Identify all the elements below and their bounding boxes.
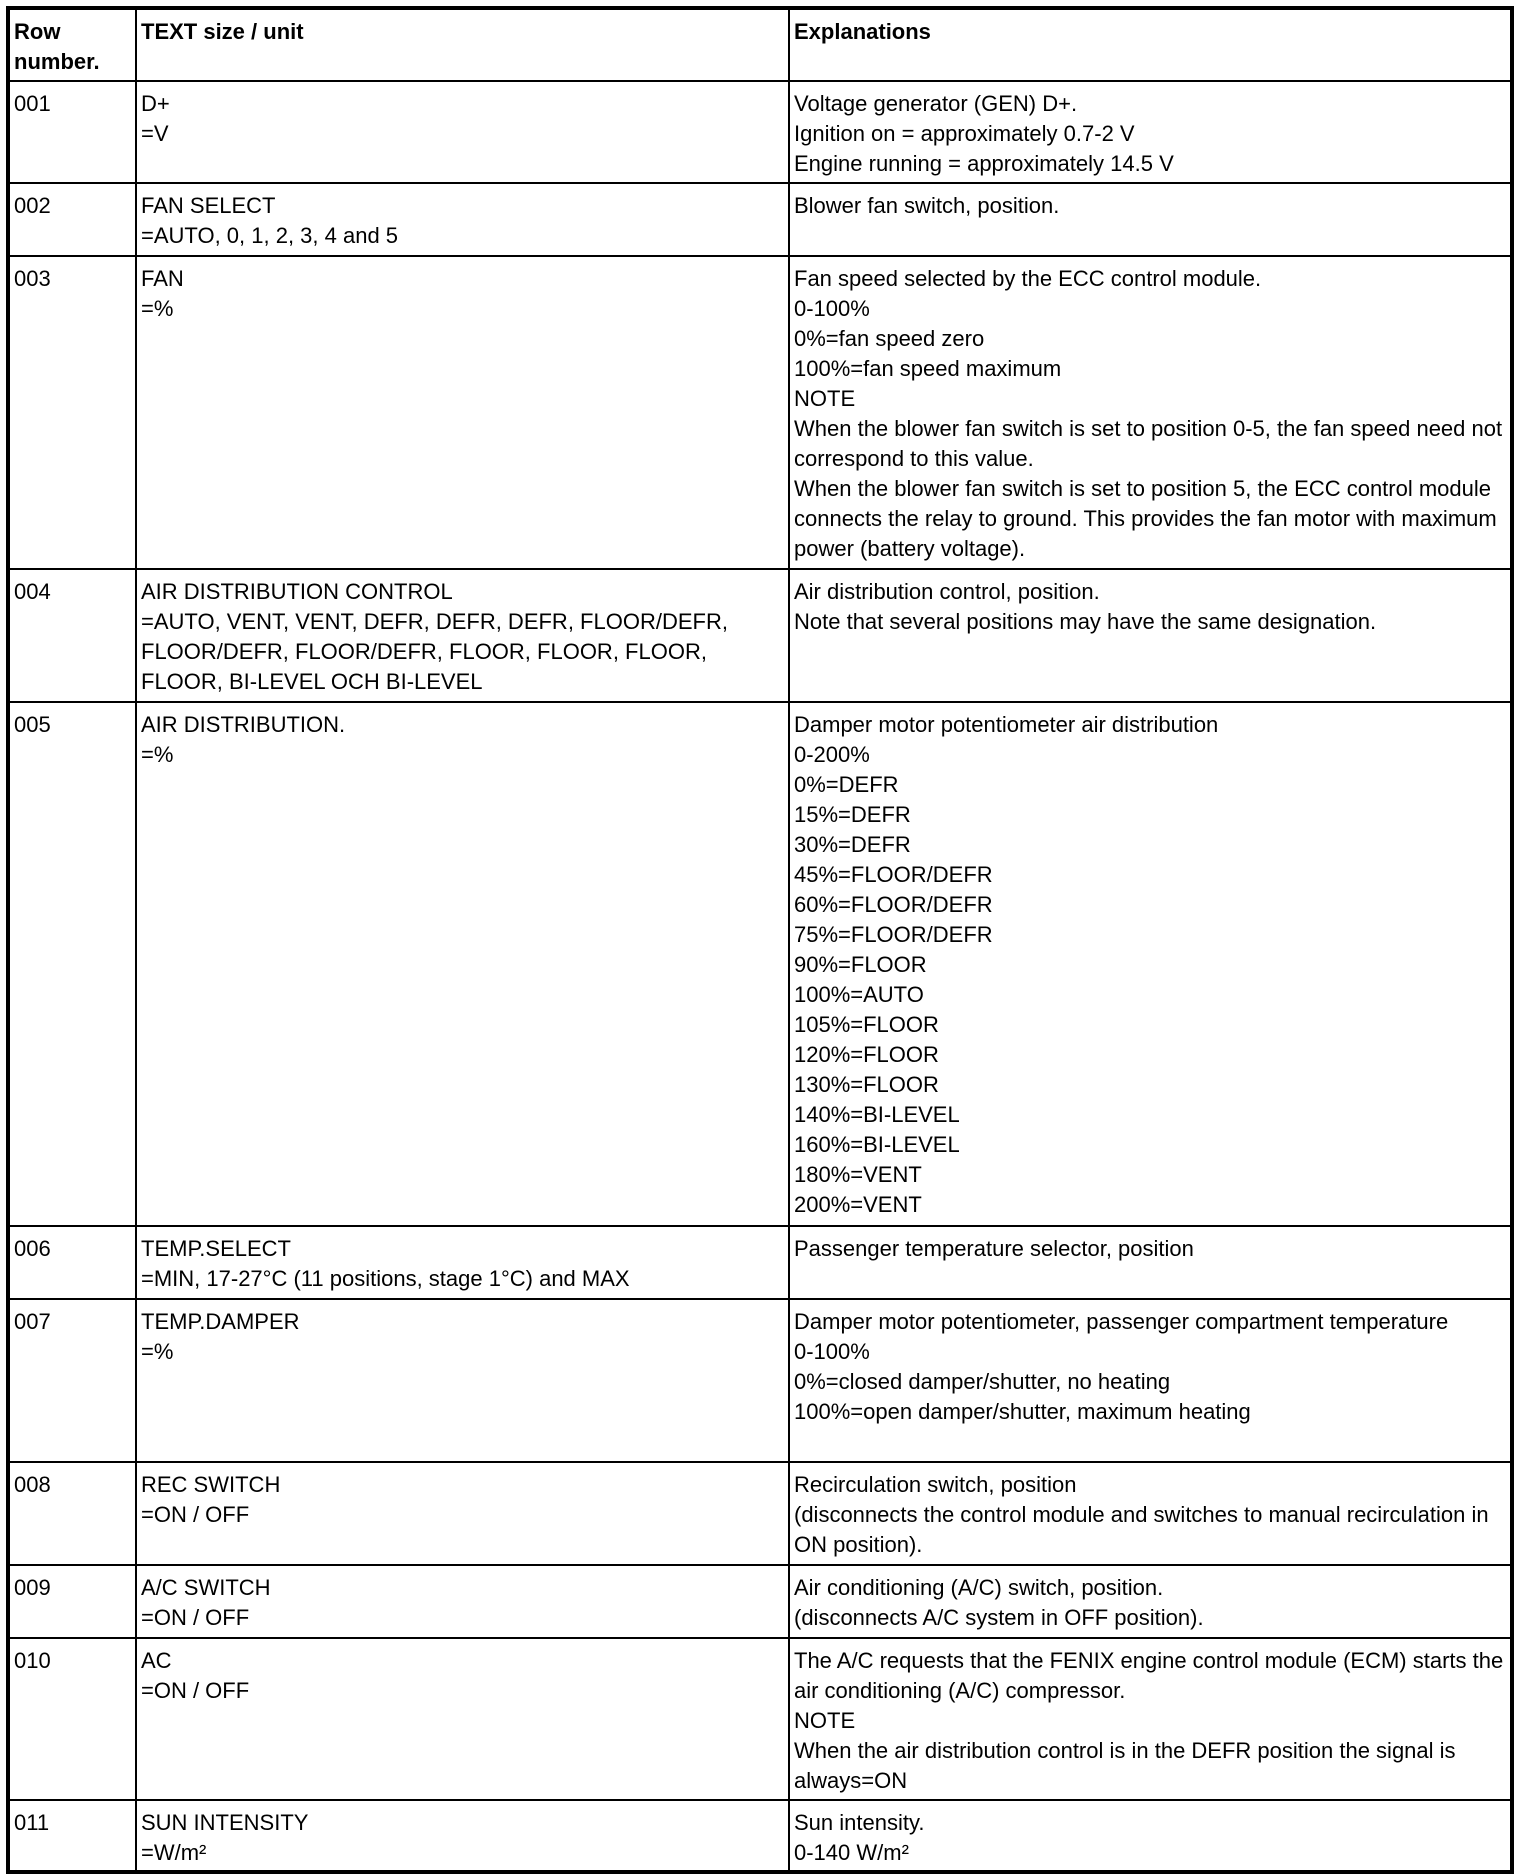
text-size-unit-cell <box>136 702 789 1226</box>
text-size-unit-line: FAN <box>141 266 184 291</box>
explanation-cell <box>789 256 1512 569</box>
table-row <box>8 1462 1512 1565</box>
text-size-unit-line: =MIN, 17-27°C (11 positions, stage 1°C) and MAX <box>141 1266 630 1291</box>
text-size-unit-line: =W/m² <box>141 1840 207 1865</box>
explanation-line: 75%=FLOOR/DEFR <box>794 922 993 947</box>
explanation-line: 60%=FLOOR/DEFR <box>794 892 993 917</box>
explanation-line: 200%=VENT <box>794 1192 922 1217</box>
text-size-unit-line: =ON / OFF <box>141 1678 250 1703</box>
text-size-unit-line: FAN SELECT <box>141 193 276 218</box>
text-size-unit-line: =% <box>141 296 174 321</box>
text-size-unit-line: SUN INTENSITY <box>141 1810 309 1835</box>
text-size-unit-line: TEMP.DAMPER <box>141 1309 300 1334</box>
header-row <box>8 8 1512 81</box>
text-size-unit-line: =ON / OFF <box>141 1605 250 1630</box>
explanation-line: Ignition on = approximately 0.7-2 V <box>794 121 1135 146</box>
explanation-line: 45%=FLOOR/DEFR <box>794 862 993 887</box>
explanation-line: 30%=DEFR <box>794 832 911 857</box>
table-row <box>8 1299 1512 1462</box>
explanation-line: Damper motor potentiometer air distribution <box>794 712 1219 737</box>
row-number: 004 <box>8 569 136 702</box>
row-number: 008 <box>8 1462 136 1565</box>
row-number: 002 <box>8 183 136 256</box>
header-explanations: Explanations <box>789 8 1512 81</box>
row-number: 001 <box>8 81 136 183</box>
text-size-unit-line: AC <box>141 1648 172 1673</box>
explanation-line: Engine running = approximately 14.5 V <box>794 151 1174 176</box>
text-size-unit-line: =AUTO, VENT, VENT, DEFR, DEFR, DEFR, FLOOR/DEFR, FLOOR/DEFR, FLOOR/DEFR, FLOOR, FLOOR, FLOOR, FLOOR, BI-LEVEL OCH BI-LEVEL <box>141 609 728 694</box>
header-text-size-unit: TEXT size / unit <box>136 8 789 81</box>
explanation-line: 160%=BI-LEVEL <box>794 1132 960 1157</box>
explanation-line: Voltage generator (GEN) D+. <box>794 91 1078 116</box>
text-size-unit-line: A/C SWITCH <box>141 1575 271 1600</box>
table-row <box>8 702 1512 1226</box>
explanation-cell <box>789 1800 1512 1872</box>
explanation-line: Passenger temperature selector, position <box>794 1236 1194 1261</box>
explanation-line: 140%=BI-LEVEL <box>794 1102 960 1127</box>
explanation-line: Damper motor potentiometer, passenger compartment temperature <box>794 1309 1449 1334</box>
parameter-table <box>6 6 1514 1874</box>
text-size-unit-line: =% <box>141 742 174 767</box>
text-size-unit-line: TEMP.SELECT <box>141 1236 291 1261</box>
explanation-line: Air distribution control, position. <box>794 579 1100 604</box>
explanation-cell <box>789 1299 1512 1462</box>
explanation-line: When the blower fan switch is set to position 0-5, the fan speed need not correspond to this value. <box>794 416 1503 471</box>
explanation-line: Note that several positions may have the same designation. <box>794 609 1377 634</box>
text-size-unit-line: =AUTO, 0, 1, 2, 3, 4 and 5 <box>141 223 399 248</box>
explanation-cell <box>789 1565 1512 1638</box>
row-number: 010 <box>8 1638 136 1800</box>
explanation-line: 120%=FLOOR <box>794 1042 939 1067</box>
explanation-cell <box>789 1638 1512 1800</box>
text-size-unit-cell <box>136 1226 789 1299</box>
text-size-unit-line: D+ <box>141 91 170 116</box>
explanation-line: When the air distribution control is in the DEFR position the signal is always=ON <box>794 1738 1456 1793</box>
explanation-line: (disconnects A/C system in OFF position). <box>794 1605 1204 1630</box>
text-size-unit-cell <box>136 569 789 702</box>
row-number: 005 <box>8 702 136 1226</box>
table-row <box>8 1565 1512 1638</box>
table-row <box>8 1638 1512 1800</box>
explanation-line: Blower fan switch, position. <box>794 193 1060 218</box>
explanation-line: 0-140 W/m² <box>794 1840 909 1865</box>
text-size-unit-cell <box>136 256 789 569</box>
row-number: 003 <box>8 256 136 569</box>
table-row <box>8 1226 1512 1299</box>
explanation-cell <box>789 1462 1512 1565</box>
text-size-unit-cell <box>136 1565 789 1638</box>
explanation-line: The A/C requests that the FENIX engine control module (ECM) starts the air conditioning (A/C) compressor. <box>794 1648 1504 1703</box>
explanation-line: Sun intensity. <box>794 1810 925 1835</box>
explanation-line: 0-200% <box>794 742 870 767</box>
explanation-line: 15%=DEFR <box>794 802 911 827</box>
row-number: 011 <box>8 1800 136 1872</box>
text-size-unit-line: =ON / OFF <box>141 1502 250 1527</box>
text-size-unit-line: =V <box>141 121 169 146</box>
explanation-line: 0-100% <box>794 296 870 321</box>
explanation-line: (disconnects the control module and switches to manual recirculation in ON position). <box>794 1502 1489 1557</box>
explanation-cell <box>789 1226 1512 1299</box>
text-size-unit-line: =% <box>141 1339 174 1364</box>
explanation-cell <box>789 569 1512 702</box>
row-number: 006 <box>8 1226 136 1299</box>
explanation-line: Fan speed selected by the ECC control module. <box>794 266 1262 291</box>
explanation-line: 100%=open damper/shutter, maximum heating <box>794 1399 1251 1424</box>
explanation-cell <box>789 702 1512 1226</box>
text-size-unit-cell <box>136 1462 789 1565</box>
table-row <box>8 256 1512 569</box>
explanation-line: 0-100% <box>794 1339 870 1364</box>
explanation-cell <box>789 183 1512 256</box>
explanation-line: NOTE <box>794 386 856 411</box>
explanation-line: 180%=VENT <box>794 1162 922 1187</box>
explanation-line: 0%=fan speed zero <box>794 326 985 351</box>
explanation-line: 100%=fan speed maximum <box>794 356 1062 381</box>
explanation-line: 90%=FLOOR <box>794 952 927 977</box>
row-number: 007 <box>8 1299 136 1462</box>
explanation-line: 0%=closed damper/shutter, no heating <box>794 1369 1171 1394</box>
explanation-line: 130%=FLOOR <box>794 1072 939 1097</box>
text-size-unit-cell <box>136 1800 789 1872</box>
explanation-line: Air conditioning (A/C) switch, position. <box>794 1575 1164 1600</box>
table-row <box>8 1800 1512 1872</box>
explanation-line: NOTE <box>794 1708 856 1733</box>
table-row <box>8 183 1512 256</box>
explanation-cell <box>789 81 1512 183</box>
explanation-line: 0%=DEFR <box>794 772 899 797</box>
text-size-unit-cell <box>136 1299 789 1462</box>
header-row-number: Row number. <box>8 8 136 81</box>
text-size-unit-line: AIR DISTRIBUTION. <box>141 712 346 737</box>
text-size-unit-cell <box>136 1638 789 1800</box>
explanation-line: Recirculation switch, position <box>794 1472 1077 1497</box>
explanation-line: 105%=FLOOR <box>794 1012 939 1037</box>
text-size-unit-line: AIR DISTRIBUTION CONTROL <box>141 579 453 604</box>
table-row <box>8 81 1512 183</box>
text-size-unit-cell <box>136 183 789 256</box>
row-number: 009 <box>8 1565 136 1638</box>
explanation-line: 100%=AUTO <box>794 982 924 1007</box>
text-size-unit-line: REC SWITCH <box>141 1472 281 1497</box>
text-size-unit-cell <box>136 81 789 183</box>
explanation-line: When the blower fan switch is set to position 5, the ECC control module connects the relay to ground. This provides the fan motor with maximum power (battery voltage). <box>794 476 1497 561</box>
table-row <box>8 569 1512 702</box>
